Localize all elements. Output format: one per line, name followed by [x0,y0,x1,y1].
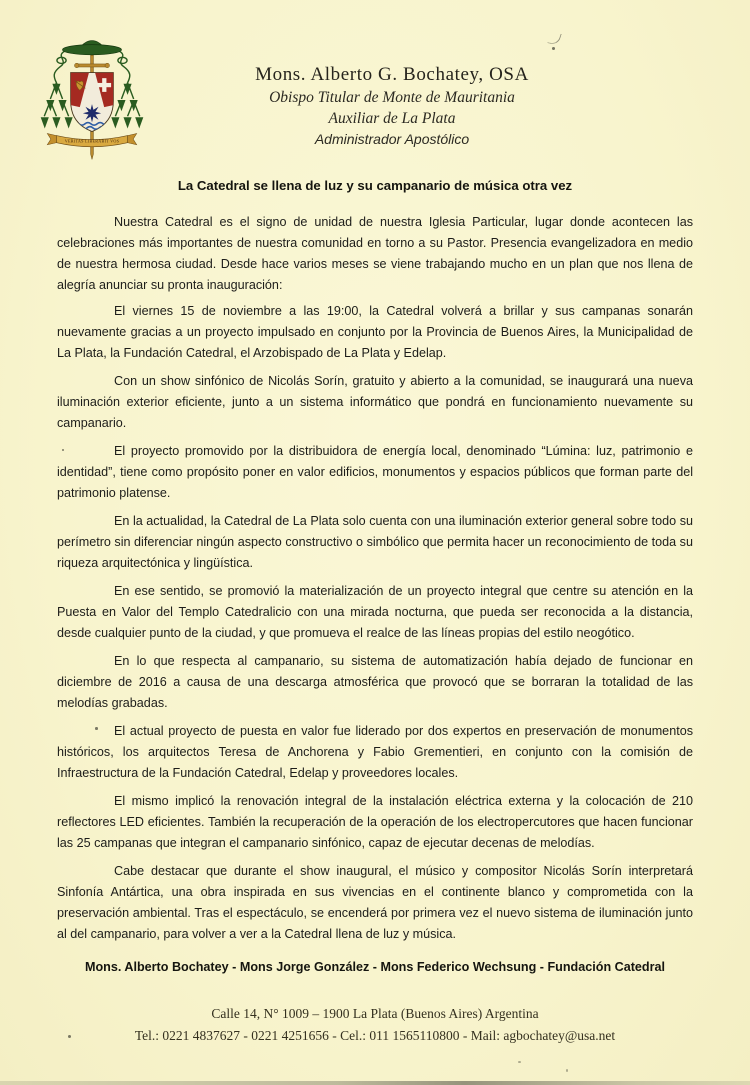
bishop-title-3: Administrador Apostólico [314,131,470,147]
bishop-title-1: Obispo Titular de Monte de Mauritania [269,89,515,106]
scan-edge-shadow [0,1081,750,1085]
letterhead [212,64,572,147]
paragraph: El mismo implicó la renovación integral de la instalación eléctrica externa y la colocación de 210 reflectores LED eficientes. También la recuperación de la operación de los electropercutores que hacen funcionar las 25 campanas que integran el campanario sinfónico, capaz de ejecutar decenas de melodías. [57,794,693,850]
scan-artifact [68,1035,71,1038]
paragraph: En la actualidad, la Catedral de La Plata solo cuenta con una iluminación exterior general sobre todo su perímetro sin diferenciar ningún aspecto constructivo o simbólico que permita hacer un reconocimiento de toda su riqueza arquitectónica y lingüística. [57,514,693,570]
scan-artifact [62,449,64,451]
bishop-title-2: Auxiliar de La Plata [328,110,456,127]
motto-text: VERITAS LIBERABIT VOS [64,138,120,144]
paragraph: Nuestra Catedral es el signo de unidad de nuestra Iglesia Particular, lugar donde acontecen las celebraciones más importantes de nuestra comunidad en torno a su Pastor. Presencia evangelizadora en medio de nuestra hermosa ciudad. Desde hace varios meses se viene trabajando mucho en un plan que nos llena de alegría anunciar su pronta inauguración: [57,215,693,292]
paragraph: El viernes 15 de noviembre a las 19:00, la Catedral volverá a brillar y sus campanas sonarán nuevamente gracias a un proyecto impulsado en conjunto por la Provincia de Buenos Aires, la Municipalidad de La Plata, la Fundación Catedral, el Arzobispado de La Plata y Edelap. [57,304,693,360]
star-charge [83,104,101,122]
paragraph: En ese sentido, se promovió la materialización de un proyecto integral que centre su atención en la Puesta en Valor del Templo Catedralicio con una mirada nocturna, que pueda ser reconocida a la distancia, desde cualquier punto de la ciudad, y que promueva el realce de las líneas propias del estilo neogótico. [57,584,693,640]
scan-artifact [547,31,561,47]
paragraph: Con un show sinfónico de Nicolás Sorín, gratuito y abierto a la comunidad, se inaugurará una nueva iluminación exterior eficiente, junto a un sistema informático que pondrá en funcionamiento nuevamente su campanario. [57,374,693,430]
scan-artifact [552,47,555,50]
coat-of-arms [40,36,144,162]
paragraph: El actual proyecto de puesta en valor fue liderado por dos expertos en preservación de monumentos históricos, los arquitectos Teresa de Anchorena y Fabio Grementieri, en conjunto con la comisión de Infraestructura de la Fundación Catedral, Edelap y proveedores locales. [57,724,693,780]
galero-hat [63,41,122,55]
paragraph: Cabe destacar que durante el show inaugural, el músico y compositor Nicolás Sorín interpretará Sinfonía Antártica, una obra inspirada en sus vivencias en el continente blanco y comprometida con la preservación ambiental. Tras el espectáculo, se encenderá por primera vez el nuevo sistema de iluminación junto al del campanario, para volver a ver a la Catedral llena de luz y música. [57,864,693,941]
bishop-name: Mons. Alberto G. Bochatey, OSA [255,64,529,85]
footer-address: Calle 14, N° 1009 – 1900 La Plata (Buenos Aires) Argentina [211,1006,539,1021]
scan-artifact [566,1069,568,1072]
document-title: La Catedral se llena de luz y su campanario de música otra vez [177,178,573,193]
scan-artifact [518,1061,521,1063]
paragraph: El proyecto promovido por la distribuidora de energía local, denominado “Lúmina: luz, patrimonio e identidad”, tiene como propósito poner en valor edificios, monumentos y espacios públicos que forman parte del patrimonio platense. [57,444,693,500]
shield [71,73,114,132]
paragraph: En lo que respecta al campanario, su sistema de automatización había dejado de funcionar en diciembre de 2016 a causa de una descarga atmosférica que provocó que se borraran la totalidad de las melodías grabadas. [57,654,693,710]
footer-contact: Tel.: 0221 4837627 - 0221 4251656 - Cel.: 011 1565110800 - Mail: agbochatey@usa.net [134,1028,616,1043]
scan-artifact [95,727,98,730]
signature-line: Mons. Alberto Bochatey - Mons Jorge González - Mons Federico Wechsung - Fundación Catedral [84,960,666,974]
